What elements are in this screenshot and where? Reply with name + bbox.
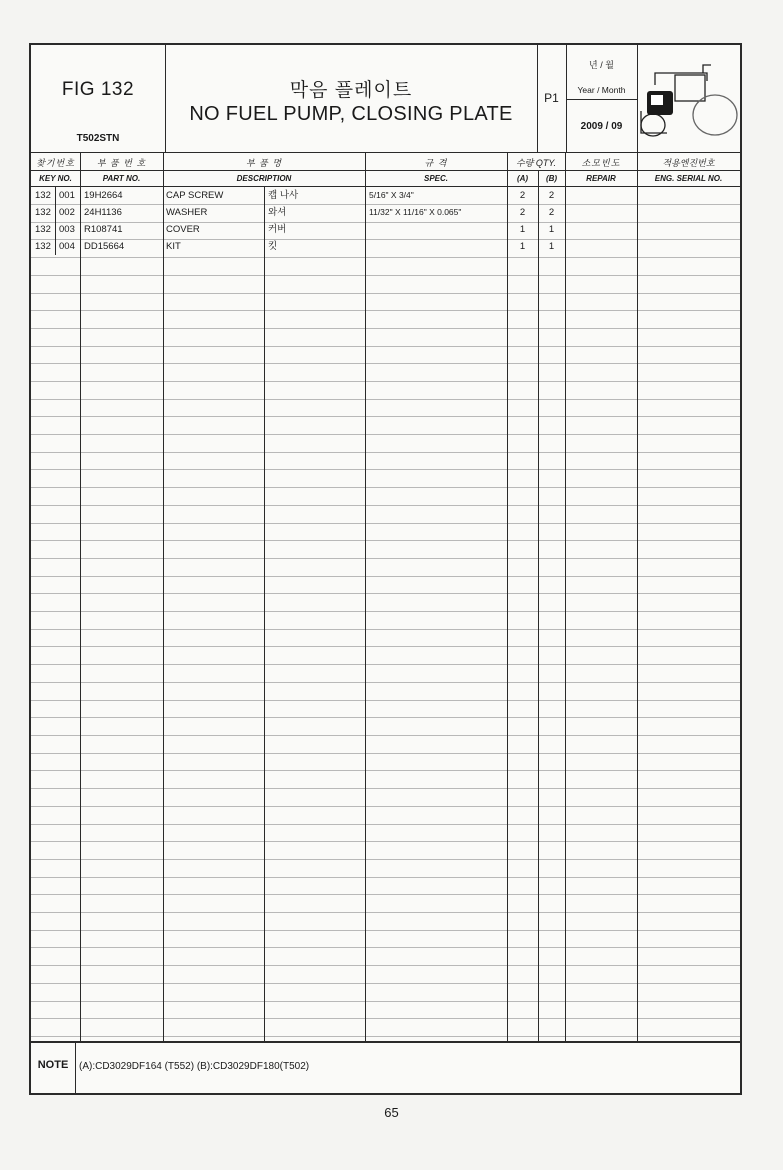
row-fig: 132: [35, 241, 51, 252]
ruled-line: [31, 859, 740, 860]
ruled-line: [31, 629, 740, 630]
ruled-line: [31, 293, 740, 294]
ruled-line: [31, 983, 740, 984]
row-part: 19H2664: [84, 190, 123, 201]
ruled-line: [31, 877, 740, 878]
ruled-line: [31, 540, 740, 541]
ruled-line: [31, 912, 740, 913]
ruled-line: [31, 806, 740, 807]
row-fig: 132: [35, 207, 51, 218]
header-desc-en: DESCRIPTION: [236, 174, 292, 183]
ruled-line: [31, 275, 740, 276]
ruled-line: [31, 593, 740, 594]
row-desc-en: COVER: [166, 224, 200, 235]
row-qty-b: 1: [548, 241, 555, 252]
tractor-icon: [637, 45, 740, 153]
ruled-line: [31, 770, 740, 771]
ruled-line: [31, 434, 740, 435]
page-number: 65: [384, 1105, 399, 1120]
row-qty-a: 1: [519, 224, 526, 235]
model-code: T502STN: [76, 133, 120, 144]
ruled-line: [31, 505, 740, 506]
row-fig: 132: [35, 190, 51, 201]
header-repair-ko: 소모빈도: [581, 158, 621, 168]
column-headers: [31, 153, 740, 187]
ruled-line: [31, 717, 740, 718]
ruled-line: [31, 753, 740, 754]
row-desc-ko: 킷: [268, 241, 278, 252]
ruled-line: [31, 328, 740, 329]
sheet-header: [31, 45, 740, 153]
ruled-line: [31, 611, 740, 612]
row-qty-b: 2: [548, 207, 555, 218]
row-qty-a: 1: [519, 241, 526, 252]
row-key: 002: [59, 207, 75, 218]
ruled-line: [31, 841, 740, 842]
ruled-line: [31, 416, 740, 417]
ruled-line: [31, 558, 740, 559]
row-spec: 11/32" X 11/16" X 0.065": [369, 207, 462, 217]
ruled-line: [31, 381, 740, 382]
row-qty-b: 1: [548, 224, 555, 235]
header-repair-en: REPAIR: [586, 174, 616, 183]
row-key: 004: [59, 241, 75, 252]
ruled-line: [31, 576, 740, 577]
header-serial-en: ENG. SERIAL NO.: [654, 174, 723, 183]
ruled-line: [31, 824, 740, 825]
row-desc-ko: 와셔: [268, 207, 287, 218]
parts-table: [31, 187, 740, 1041]
ruled-line: [31, 257, 740, 258]
header-qty-ko: 수량 QTY.: [515, 158, 557, 168]
row-part: R108741: [84, 224, 123, 235]
title-box: [165, 45, 537, 153]
header-key-ko: 찾기번호: [36, 158, 75, 168]
ruled-line: [31, 682, 740, 683]
header-key-en: KEY NO.: [39, 174, 72, 183]
ruled-line: [31, 487, 740, 488]
parts-sheet: [29, 43, 742, 1095]
note-box: [31, 1041, 740, 1093]
date-value: 2009 / 09: [580, 121, 623, 132]
row-key: 001: [59, 190, 75, 201]
ruled-line: [31, 399, 740, 400]
row-desc-en: WASHER: [166, 207, 208, 218]
date-label-english: Year / Month: [577, 85, 626, 95]
ruled-line: [31, 452, 740, 453]
ruled-line: [31, 930, 740, 931]
figure-number: FIG 132: [61, 79, 135, 100]
ruled-line: [31, 1001, 740, 1002]
ruled-line: [31, 523, 740, 524]
ruled-line: [31, 646, 740, 647]
row-key: 003: [59, 224, 75, 235]
row-desc-ko: 커버: [268, 224, 287, 235]
date-label-korean: 년 / 월: [589, 60, 614, 70]
title-korean: 막음 플레이트: [289, 80, 413, 101]
ruled-line: [31, 788, 740, 789]
row-part: 24H1136: [84, 207, 122, 218]
row-fig: 132: [35, 224, 51, 235]
date-box: [566, 45, 637, 153]
ruled-line: [31, 947, 740, 948]
ruled-line: [31, 700, 740, 701]
ruled-line: [31, 222, 740, 223]
header-qty-a: (A): [516, 174, 529, 183]
header-serial-ko: 적용엔진번호: [662, 158, 715, 168]
ruled-line: [31, 363, 740, 364]
ruled-line: [31, 664, 740, 665]
figure-box: [31, 45, 165, 153]
page-box: [537, 45, 566, 153]
page-label: P1: [544, 91, 559, 105]
row-desc-en: KIT: [166, 241, 181, 252]
ruled-line: [31, 469, 740, 470]
row-qty-a: 2: [519, 190, 526, 201]
row-qty-b: 2: [548, 190, 555, 201]
ruled-line: [31, 239, 740, 240]
title-english: NO FUEL PUMP, CLOSING PLATE: [189, 103, 513, 125]
header-part-en: PART NO.: [102, 174, 141, 183]
header-part-ko: 부 품 번 호: [96, 158, 147, 168]
row-desc-ko: 캡 나사: [268, 190, 299, 201]
header-desc-ko: 부 품 명: [245, 158, 283, 168]
ruled-line: [31, 965, 740, 966]
note-label: NOTE: [37, 1059, 69, 1071]
ruled-line: [31, 310, 740, 311]
header-spec-en: SPEC.: [423, 174, 448, 183]
ruled-line: [31, 1036, 740, 1037]
row-qty-a: 2: [519, 207, 526, 218]
ruled-line: [31, 894, 740, 895]
note-text: (A):CD3029DF164 (T552) (B):CD3029DF180(T502): [79, 1061, 310, 1072]
row-part: DD15664: [84, 241, 125, 252]
header-spec-ko: 규 격: [424, 158, 448, 168]
row-spec: 5/16" X 3/4": [369, 190, 414, 200]
ruled-line: [31, 735, 740, 736]
ruled-line: [31, 346, 740, 347]
ruled-line: [31, 1018, 740, 1019]
row-desc-en: CAP SCREW: [166, 190, 224, 201]
header-qty-b: (B): [545, 174, 558, 183]
